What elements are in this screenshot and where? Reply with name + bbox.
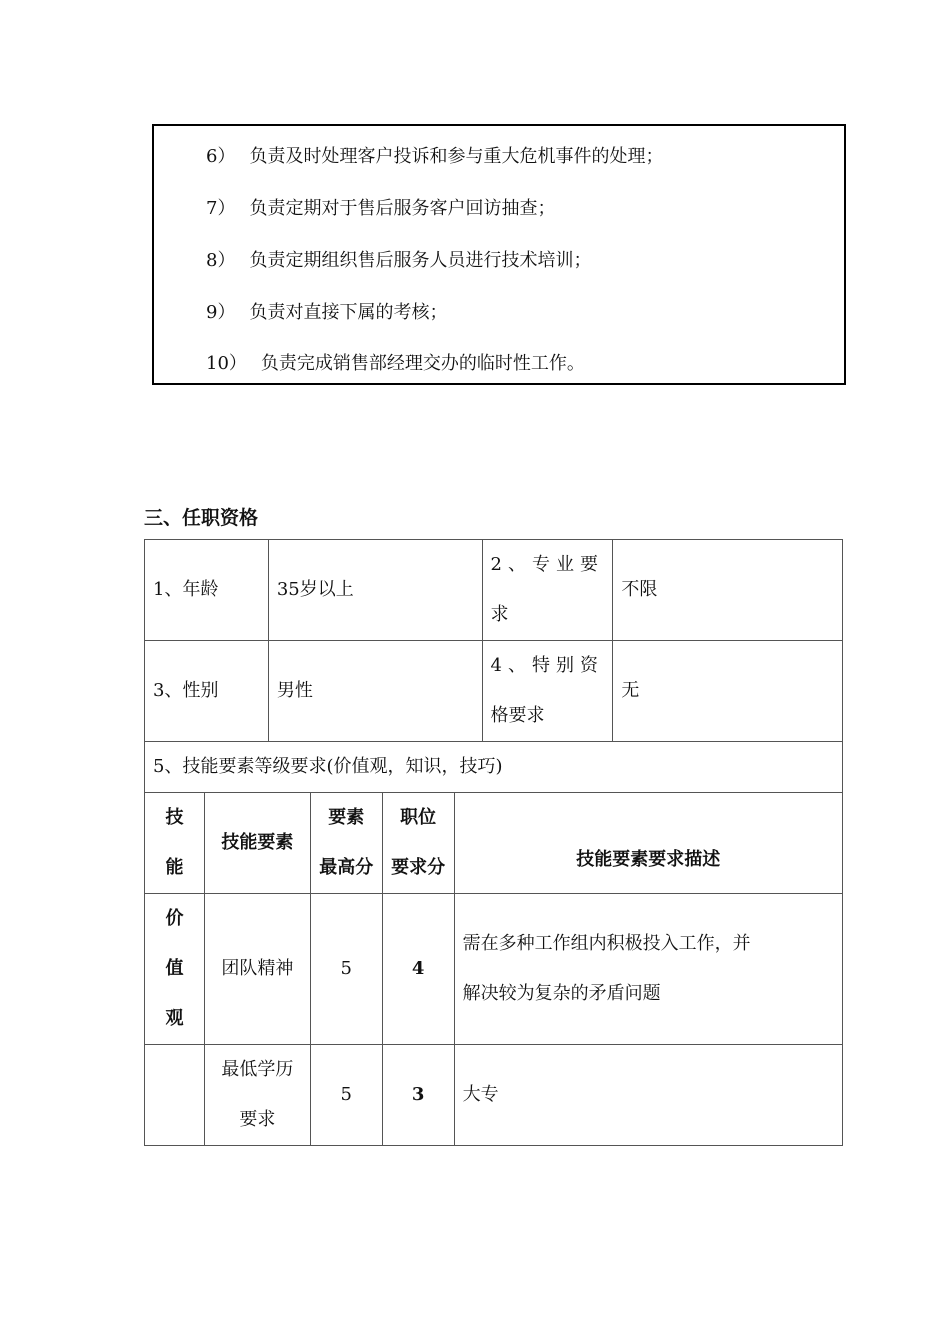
duty-item: [206, 300, 447, 326]
header-description: 技能要素要求描述: [454, 793, 842, 894]
gender-label: 3、性别: [145, 641, 269, 742]
age-label: 1、年龄: [145, 540, 269, 641]
skills-heading: 5、技能要素等级要求(价值观，知识，技巧): [145, 742, 843, 793]
duty-text: 负责完成销售部经理交办的临时性工作。: [260, 353, 585, 374]
qualifications-table: [144, 539, 843, 1146]
duty-number: 6）: [206, 146, 236, 167]
header-required-score: 职位 要求分: [382, 793, 454, 894]
age-value: 35岁以上: [268, 540, 482, 641]
duty-text: 负责定期对于售后服务客户回访抽查；: [249, 198, 556, 219]
duty-number: 10）: [206, 353, 247, 374]
row-element: 最低学历 要求: [204, 1045, 310, 1146]
table-row: [145, 742, 843, 793]
duty-number: 7）: [206, 198, 236, 219]
header-element: 技能要素: [204, 793, 310, 894]
special-value: 无: [613, 641, 843, 742]
duty-number: 9）: [206, 302, 236, 323]
skills-header-row: [145, 793, 843, 894]
row-element: 团队精神: [204, 894, 310, 1045]
major-value: 不限: [613, 540, 843, 641]
row-description: 需在多种工作组内积极投入工作，并 解决较为复杂的矛盾问题: [454, 894, 842, 1045]
duty-text: 负责对直接下属的考核；: [249, 302, 448, 323]
duty-item: [206, 196, 555, 222]
gender-value: 男性: [268, 641, 482, 742]
row-description: 大专: [454, 1045, 842, 1146]
duties-box: [152, 124, 846, 385]
header-category: 技 能: [145, 793, 205, 894]
duty-text: 负责及时处理客户投诉和参与重大危机事件的处理；: [249, 146, 664, 167]
duty-text: 负责定期组织售后服务人员进行技术培训；: [249, 250, 592, 271]
table-row: [145, 894, 843, 1045]
major-label: 2、专业要 求: [482, 540, 613, 641]
special-label: 4、特别资 格要求: [482, 641, 613, 742]
table-row: [145, 1045, 843, 1146]
header-max-score: 要素 最高分: [310, 793, 382, 894]
row-required-score: 4: [382, 894, 454, 1045]
row-category: [145, 1045, 205, 1146]
table-row: [145, 641, 843, 742]
row-max-score: 5: [310, 1045, 382, 1146]
duty-number: 8）: [206, 250, 236, 271]
row-required-score: 3: [382, 1045, 454, 1146]
row-max-score: 5: [310, 894, 382, 1045]
duty-item: [206, 351, 585, 377]
duty-item: [206, 144, 663, 170]
table-row: [145, 540, 843, 641]
section-title: 三、任职资格: [144, 507, 259, 529]
duty-item: [206, 248, 591, 274]
row-category: 价 值 观: [145, 894, 205, 1045]
